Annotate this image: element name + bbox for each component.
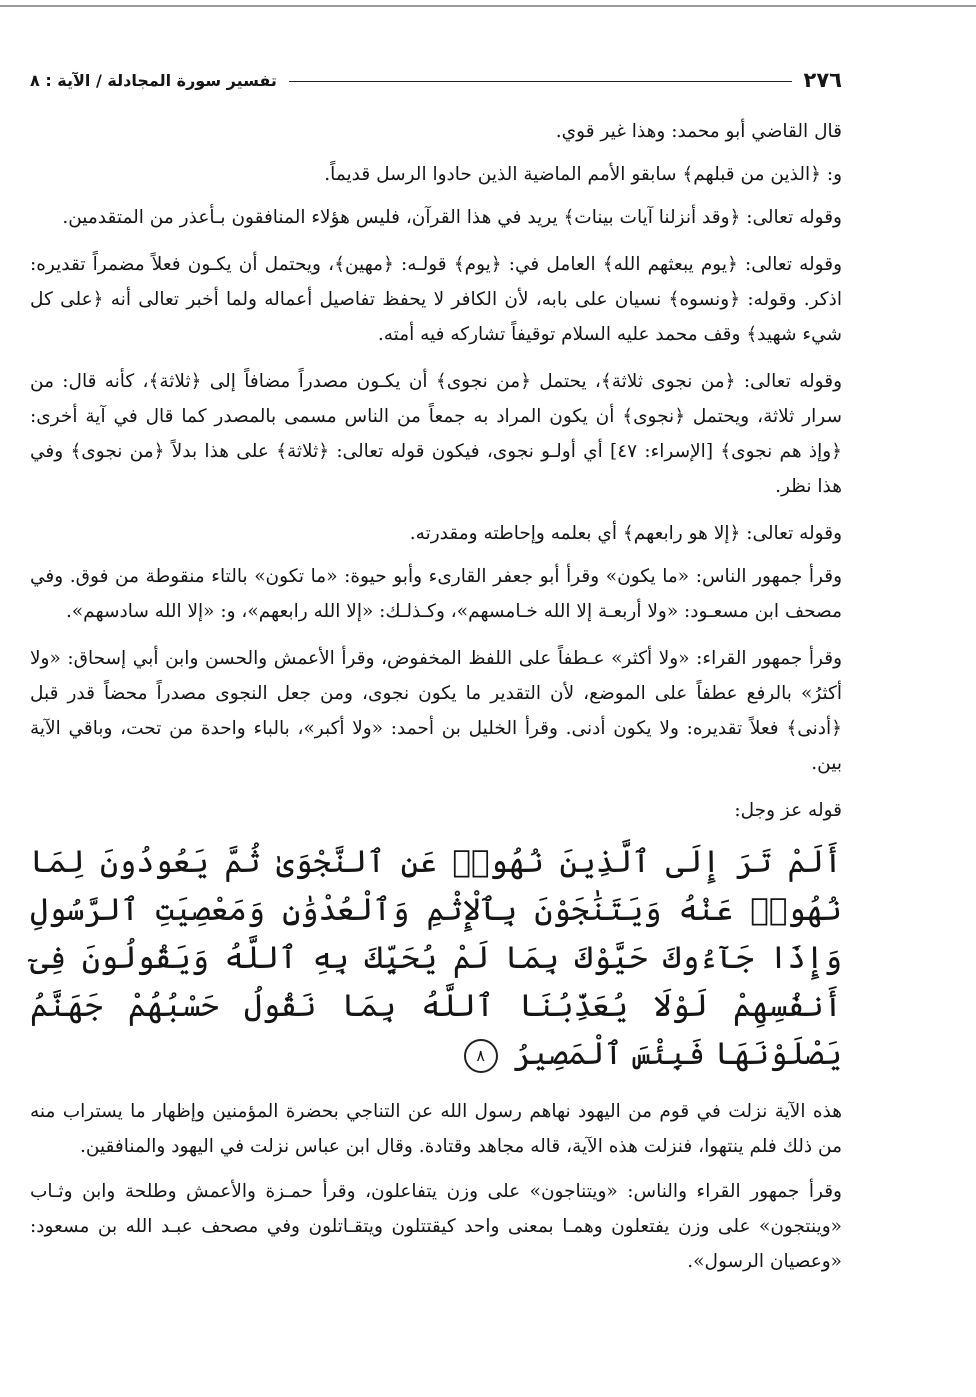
- paragraph: و: ﴿الذين من قبلهم﴾ سابقو الأمم الماضية الذين حادوا الرسل قديماً.: [324, 164, 842, 185]
- paragraph: وقوله تعالى: ﴿إلا هو رابعهم﴾ أي بعلمه وإحاطته ومقدرته.: [409, 523, 842, 544]
- page-number: ٢٧٦: [792, 68, 842, 92]
- paragraph: وقوله تعالى: ﴿من نجوى ثلاثة﴾، يحتمل ﴿من نجوى﴾ أن يكـون مصدراً مضافاً إلى ﴿ثلاثة﴾، كأنه قال: من سرار ثلاثة، ويحتمل ﴿نجوى﴾ أن يكون المراد به جمعاً من الناس مسمى بالمصدر كما قال في آية أخرى: ﴿وإذ هم نجوى﴾ [الإسراء: ٤٧] أي أولـو نجوى، فيكون قوله تعالى: ﴿ثلاثة﴾ على هذا بدلاً ﴿من نجوى﴾ وفي هذا نظر.: [30, 371, 842, 497]
- quran-verse-text: أَلَمْ تَرَ إِلَى ٱلَّذِينَ نُهُوا۟ عَنِ ٱلنَّجْوَىٰ ثُمَّ يَعُودُونَ لِمَا نُهُوا۟ عَنْهُ وَيَتَنَٰجَوْنَ بِٱلْإِثْمِ وَٱلْعُدْوَٰنِ وَمَعْصِيَتِ ٱلرَّسُولِ وَإِذَا جَآءُوكَ حَيَّوْكَ بِمَا لَمْ يُحَيِّكَ بِهِ ٱللَّهُ وَيَقُولُونَ فِىٓ أَنفُسِهِمْ لَوْلَا يُعَذِّبُنَا ٱللَّهُ بِمَا نَقُولُ حَسْبُهُمْ جَهَنَّمُ يَصْلَوْنَهَا فَبِئْسَ ٱلْمَصِيرُ: [30, 844, 842, 1072]
- paragraph: وقرأ جمهور الناس: «ما يكون» وقرأ أبو جعفر القارىء وأبو حيوة: «ما تكون» بالتاء منقوطة من فوق. وفي مصحف ابن مسعـود: «ولا أربعـة إلا الله خـامسهم»، وكـذلـك: «إلا الله رابعهم»، و: «إلا الله سادسهم».: [30, 566, 842, 622]
- paragraph: وقرأ جمهور القراء: «ولا أكثر» عـطفاً على اللفظ المخفوض، وقرأ الأعمش والحسن وابن أبي إسحاق: «ولا أكثرُ» بالرفع عطفاً على الموضع، لأن التقدير ما يكون نجوى، ومن جعل النجوى مصدراً محضاً قدر قبل ﴿أدنى﴾ فعلاً تقديره: ولا يكون أدنى. وقرأ الخليل بن أحمد: «ولا أكبر»، بالباء واحدة من تحت، وباقي الآية بين.: [30, 648, 842, 774]
- paragraph: وقرأ جمهور القراء والناس: «ويتناجون» على وزن يتفاعلون، وقرأ حمـزة والأعمش وطلحة وابن وثـاب «وينتجون» على وزن يفتعلون وهمـا بمعنى واحد كيقتتلون ويتقـاتلون وفي مصحف عبـد الله بن مسعود: «وعصيان الرسول».: [30, 1181, 842, 1272]
- page-body: [30, 114, 842, 1279]
- paragraph: وقوله تعالى: ﴿يوم يبعثهم الله﴾ العامل في: ﴿يوم﴾ قولـه: ﴿مهين﴾، ويحتمل أن يكـون فعلاً مضمراً تقديره: اذكر. وقوله: ﴿ونسوه﴾ نسيان على بابه، لأن الكافر لا يحفظ تفاصيل أعماله ولما أخبر تعالى أنه ﴿على كل شيء شهيد﴾ وقف محمد عليه السلام توقيفاً تشاركه فيه أمته.: [30, 254, 842, 345]
- quran-verse: [30, 838, 842, 1078]
- scan-top-border: [0, 5, 976, 7]
- paragraph: هذه الآية نزلت في قوم من اليهود نهاهم رسول الله عن التناجي بحضرة المؤمنين وإظهار ما يستراب منه من ذلك فلم ينتهوا، فنزلت هذه الآية، قاله مجاهد وقتادة. وقال ابن عباس نزلت في اليهود والمنافقين.: [30, 1101, 842, 1157]
- running-header: [30, 62, 842, 98]
- book-page: [30, 62, 842, 1289]
- verse-number-medallion: ٨: [464, 1039, 498, 1073]
- paragraph: وقوله تعالى: ﴿وقد أنزلنا آيات بينات﴾ يريد في هذا القرآن، فليس هؤلاء المنافقون بـأعذر من المتقدمين.: [62, 207, 842, 228]
- running-title: تفسير سورة المجادلة / الآية : ٨: [30, 71, 289, 90]
- verse-intro: قوله عز وجل:: [734, 800, 842, 821]
- paragraph: قال القاضي أبو محمد: وهذا غير قوي.: [555, 121, 842, 142]
